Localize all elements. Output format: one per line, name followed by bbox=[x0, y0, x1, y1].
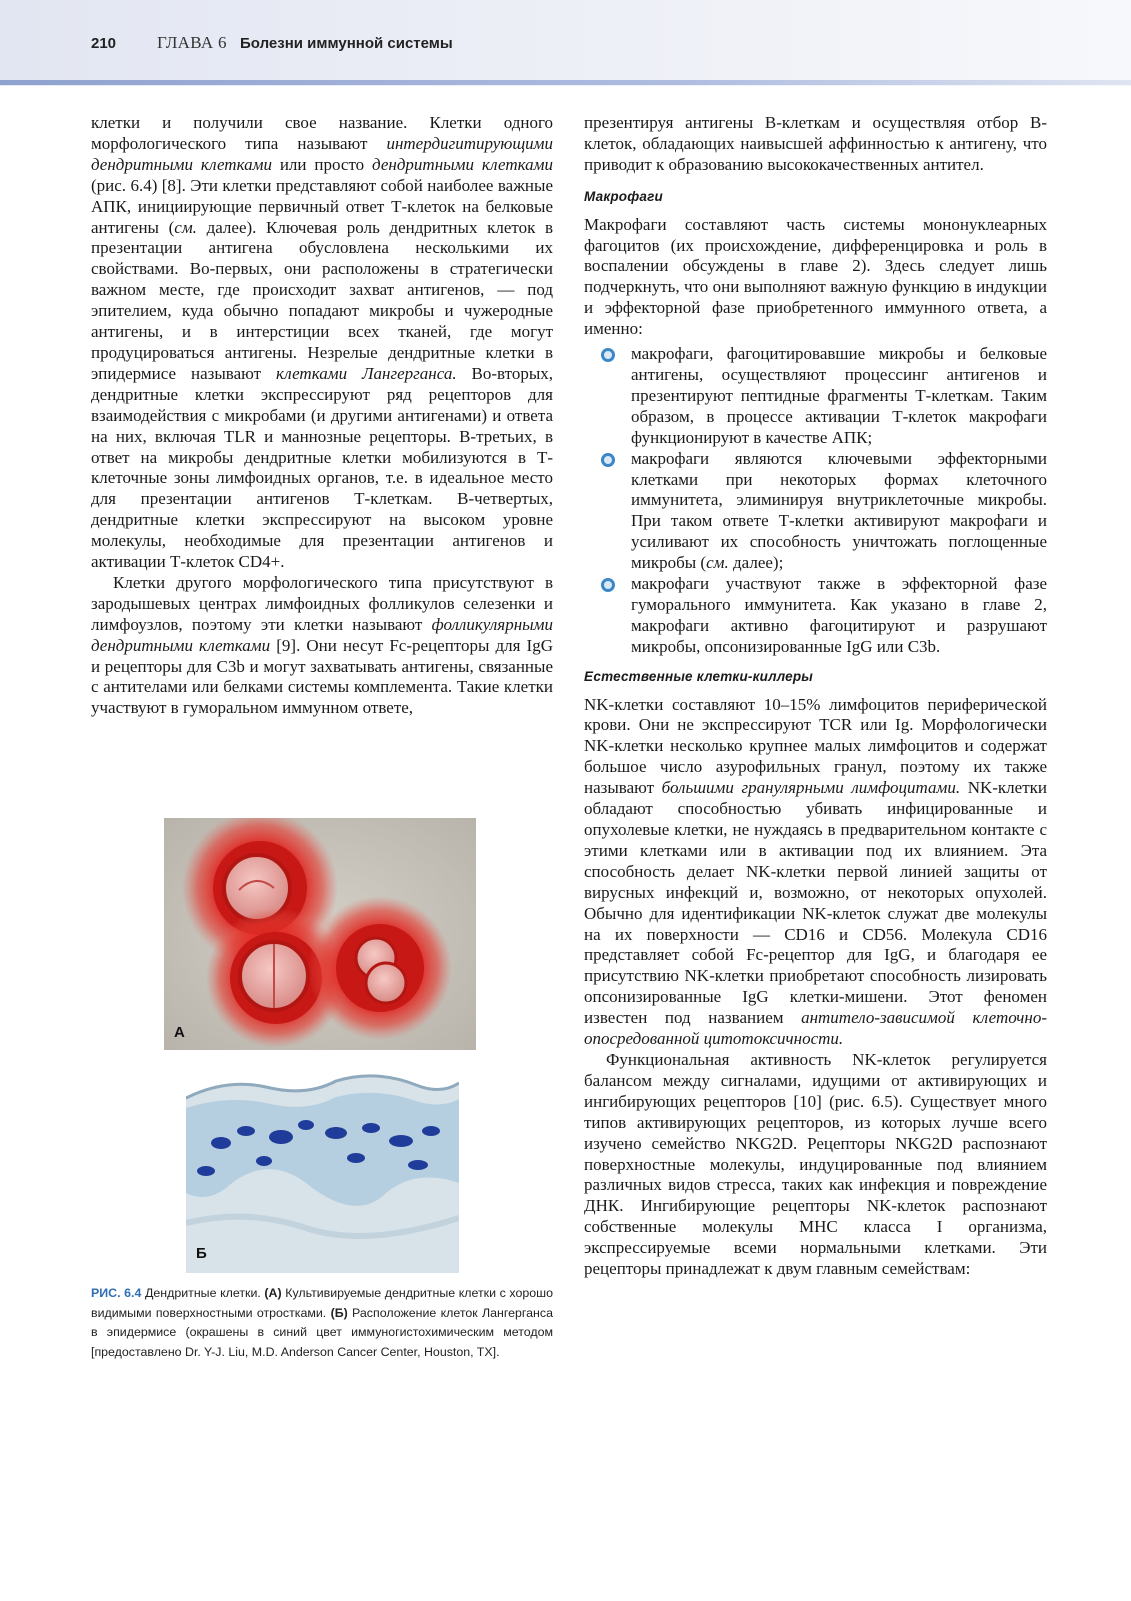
figure-label-a: А bbox=[174, 1024, 185, 1041]
langerhans-cells-photo bbox=[186, 1073, 459, 1273]
caption-text: Дендритные клетки. (А) Культивируемые дендритные клетки с хорошо видимыми поверхностными отростками. (Б) Расположение клеток Лангерганса в эпидермисе (окрашены в синий цвет иммуногистохимическим методом [предоставлено Dr. Y-J. Liu, M.D. Anderson Cancer Center, Houston, TX]. bbox=[91, 1286, 553, 1359]
page-number: 210 bbox=[91, 35, 117, 52]
bullet-icon bbox=[601, 578, 615, 592]
paragraph: Клетки другого морфологического типа присутствуют в зародышевых центрах лимфоидных фолликулов селезенки и лимфоузлов, поэтому эти клетки называют фолликулярными дендритными клетками [9]. Они несут Fc-рецепторы для IgG и рецепторы для C3b и могут захватывать антигены, связанные с антителами или белками системы комплемента. Такие клетки участвуют в гуморальном иммунном ответе, bbox=[91, 572, 553, 718]
bullet-icon bbox=[601, 453, 615, 467]
bullet-list bbox=[584, 344, 1047, 658]
chapter-title: Болезни иммунной системы bbox=[240, 35, 453, 52]
italic-term: см. bbox=[174, 217, 197, 237]
paragraph: презентируя антигены В-клеткам и осуществляя отбор В-клеток, обладающих наивысшей аффинностью к антигену, что приводит к образованию высококачественных антител. bbox=[584, 113, 1047, 174]
italic-term: см. bbox=[706, 553, 729, 573]
paragraph: NK-клетки составляют 10–15% лимфоцитов периферической крови. Они не экспрессируют TCR или Ig. Морфологически NK-клетки несколько крупнее малых лимфоцитов и содержат большое число азурофильных гранул, поэтому их также называют большими гранулярными лимфоцитами. NK-клетки обладают способностью убивать инфицированные и опухолевые клетки, не нуждаясь в предварительном контакте с этими клетками или в активации под их влиянием. Эта способность делает NK-клетки первой линией защиты от вирусных инфекций и, возможно, от некоторых опухолей. Обычно для идентификации NK-клеток служат две молекулы на их поверхности — CD16 и CD56. Молекула CD16 представляет собой Fc-рецептор для IgG, и благодаря ее присутствию NK-клетки приобретают способность лизировать опсонизированные IgG клетки-мишени. Этот феномен известен под названием антитело-зависимой клеточно-опосредованной цитотоксичности. bbox=[584, 694, 1047, 1049]
list-item bbox=[631, 574, 1047, 658]
figure-image-a bbox=[164, 818, 476, 1050]
paragraph: Макрофаги составляют часть системы мононуклеарных фагоцитов (их происхождение, дифференцировка и роль в воспалении обсуждены в главе 2). Здесь следует лишь подчеркнуть, что они выполняют важную функцию в индукции и эффекторной фазе приобретенного иммунного ответа, а именно: bbox=[584, 214, 1047, 339]
italic-term: интердигитирующими дендритными клетками bbox=[91, 133, 553, 174]
list-item-text: макрофаги участвуют также в эффекторной фазе гуморального иммунитета. Как указано в главе 2, макрофаги активно фагоцитируют и разрушают микробы, опсонизированные IgG или C3b. bbox=[631, 574, 1047, 656]
list-item bbox=[631, 344, 1047, 449]
list-item-text: макрофаги, фагоцитировавшие микробы и белковые антигены, осуществляют процессинг антигенов и презентируют пептидные фрагменты Т-клеткам. Таким образом, в процессе активации Т-клеток макрофаги функционируют в качестве АПК; bbox=[631, 344, 1047, 447]
italic-term: дендритными клетками bbox=[372, 154, 553, 174]
dendritic-cells-photo bbox=[164, 818, 476, 1050]
figure-label-b: Б bbox=[196, 1245, 207, 1262]
bold-term: (А) bbox=[264, 1286, 282, 1300]
list-item bbox=[631, 449, 1047, 574]
left-column bbox=[91, 113, 553, 719]
header-rule bbox=[0, 80, 1131, 85]
italic-term: большими гранулярными лимфоцитами. bbox=[661, 778, 961, 798]
caption-number: РИС. 6.4 bbox=[91, 1286, 142, 1300]
italic-term: фолликулярными дендритными клетками bbox=[91, 614, 553, 655]
list-item-text: макрофаги являются ключевыми эффекторными клетками при некоторых формах клеточного иммунитета, элиминируя внутриклеточные микробы. При таком ответе Т-клетки активируют макрофаги и усиливают их способность уничтожать поглощенные микробы (см. далее); bbox=[631, 448, 1047, 573]
right-column bbox=[584, 113, 1047, 1280]
paragraph: Функциональная активность NK-клеток регулируется балансом между сигналами, идущими от активирующих и ингибирующих рецепторов [10] (рис. 6.5). Существует много типов активирующих рецепторов, из которых лучше всего изучено семейство NKG2D. Рецепторы NKG2D распознают поверхностные молекулы, индуцированные под влиянием различных видов стресса, таких как инфекция и повреждение ДНК. Ингибирующие рецепторы NK-клеток распознают собственные молекулы MHC класса I организма, экспрессируемые всеми нормальными клетками. Эти рецепторы принадлежат к двум главным семействам: bbox=[584, 1049, 1047, 1279]
bold-term: (Б) bbox=[330, 1305, 348, 1320]
figure-image-b bbox=[186, 1073, 459, 1273]
italic-term: клетками Лангерганса. bbox=[275, 363, 457, 383]
bullet-icon bbox=[601, 348, 615, 362]
italic-term: антитело-зависимой клеточно-опосредованной цитотоксичности. bbox=[584, 1008, 1047, 1049]
section-heading-nk-cells: Естественные клетки-киллеры bbox=[584, 668, 813, 684]
paragraph: клетки и получили свое название. Клетки одного морфологического типа называют интердигитирующими дендритными клетками или просто дендритными клетками (рис. 6.4) [8]. Эти клетки представляют собой наиболее важные АПК, инициирующие первичный ответ Т-клеток на белковые антигены (см. далее). Ключевая роль дендритных клеток в презентации антигена обусловлена несколькими их свойствами. Во-первых, они расположены в стратегически важном месте, где происходит захват антигенов, — под эпителием, куда обычно попадают микробы и чужеродные антигены, и в интерстиции всех тканей, где могут продуцироваться антигены. Незрелые дендритные клетки в эпидермисе называют клетками Лангерганса. Во-вторых, дендритные клетки экспрессируют ряд рецепторов для взаимодействия с микробами (и другими антигенами) и ответа на них, включая TLR и маннозные рецепторы. В-третьих, в ответ на микробы дендритные клетки мобилизуются в Т-клеточные зоны лимфоидных органов, т.е. в идеальное место для презентации антигенов Т-клеткам. В-четвертых, дендритные клетки экспрессируют на высоком уровне молекулы, необходимые для презентации антигенов и активации Т-клеток CD4+. bbox=[91, 113, 553, 572]
figure-caption bbox=[91, 1284, 553, 1362]
section-heading-macrophages: Макрофаги bbox=[584, 188, 663, 204]
chapter-label: ГЛАВА 6 bbox=[157, 33, 227, 52]
